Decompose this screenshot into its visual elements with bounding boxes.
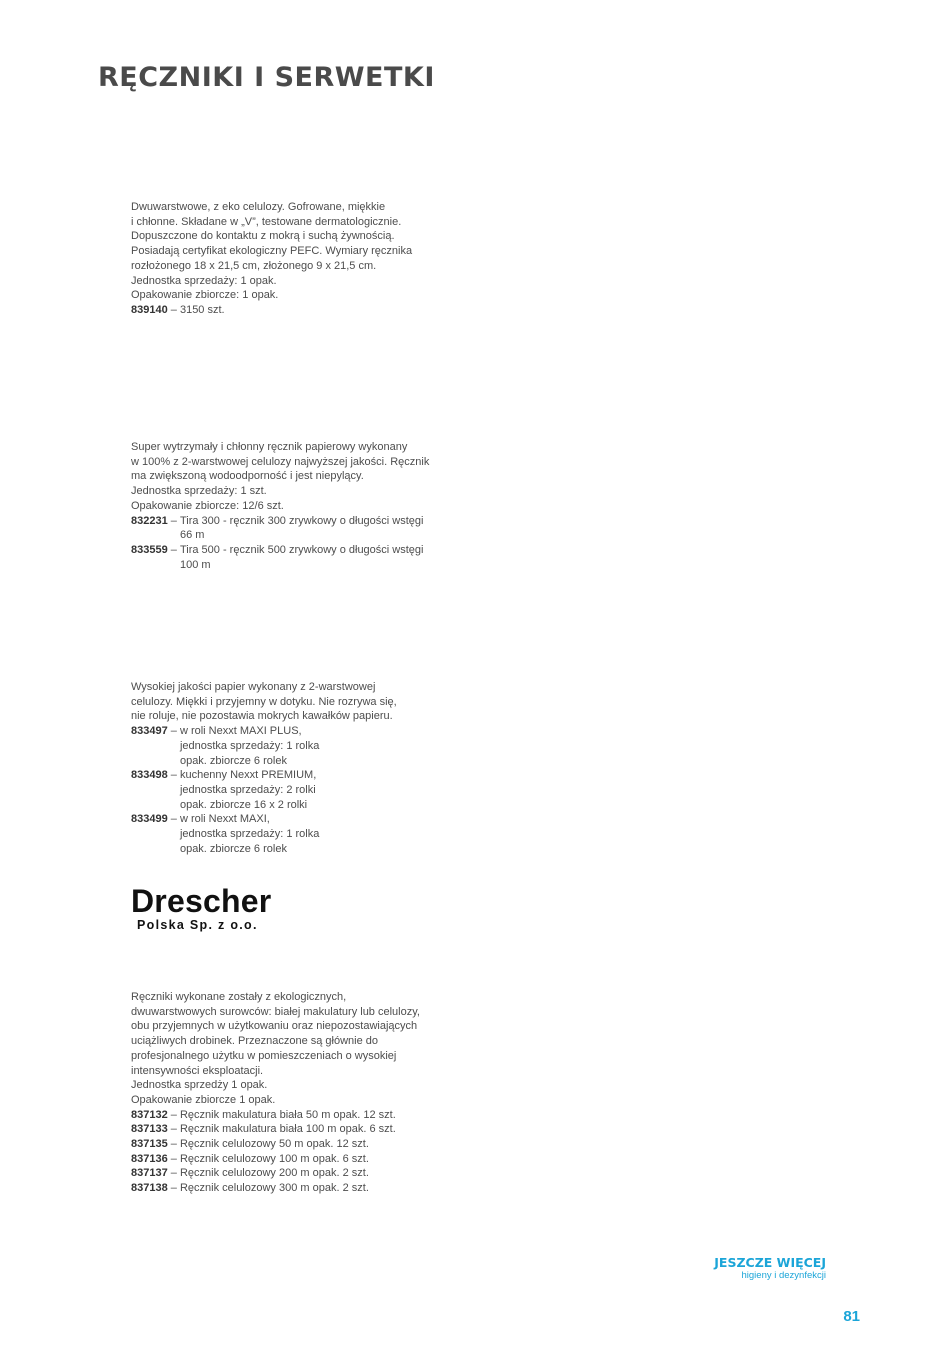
dash-separator: –: [167, 813, 180, 826]
dash-separator: –: [167, 725, 180, 738]
product-code-text: Ręcznik celulozowy 50 m opak. 12 szt.: [179, 1138, 369, 1151]
brand-name: Drescher: [131, 883, 272, 919]
product-code-line: [131, 1137, 451, 1152]
product-code: 837138: [131, 1182, 168, 1195]
product-code: 833497: [131, 725, 168, 738]
description-line: Dopuszczone do kontaktu z mokrą i suchą żywnością.: [131, 230, 395, 243]
description-line: Opakowanie zbiorcze: 12/6 szt.: [131, 499, 284, 512]
product-code-text: Ręcznik celulozowy 300 m opak. 2 szt.: [179, 1182, 369, 1195]
dash-separator: –: [167, 303, 180, 316]
product-code-line: [131, 543, 451, 572]
description-line: w 100% z 2-warstwowej celulozy najwyższej jakości. Ręcznik: [131, 455, 430, 468]
description-line: i chłonne. Składane w „V”, testowane dermatologicznie.: [131, 215, 402, 228]
description-line: Opakowanie zbiorcze 1 opak.: [131, 1093, 276, 1106]
description-line: Jednostka sprzedaży: 1 szt.: [131, 485, 267, 498]
product-code-text: Ręcznik makulatura biała 100 m opak. 6 szt.: [179, 1123, 396, 1136]
product-code: 832231: [131, 514, 168, 527]
dash-separator: –: [167, 1167, 180, 1180]
product-code-text: Tira 500 - ręcznik 500 zrywkowy o długości wstęgi 100 m: [179, 543, 424, 571]
product-code-line: [131, 514, 451, 543]
product-description-block: [131, 440, 451, 572]
description-line: Posiadają certyfikat ekologiczny PEFC. Wymiary ręcznika: [131, 245, 413, 258]
dash-separator: –: [167, 1138, 180, 1151]
description-line: Dwuwarstwowe, z eko celulozy. Gofrowane, miękkie: [131, 201, 386, 213]
dash-separator: –: [167, 1152, 180, 1165]
product-code: 837135: [131, 1138, 168, 1151]
product-code: 833499: [131, 813, 168, 826]
product-description-block: [131, 990, 451, 1196]
product-code-text: Ręcznik makulatura biała 50 m opak. 12 szt.: [179, 1108, 396, 1121]
more-title: JESZCZE WIĘCEJ: [714, 1255, 826, 1270]
description-line: uciążliwych drobinek. Przeznaczone są głównie do: [131, 1035, 379, 1048]
description-line: Opakowanie zbiorcze: 1 opak.: [131, 289, 279, 302]
product-code-line: [131, 303, 451, 318]
product-code: 837137: [131, 1167, 168, 1180]
description-line: obu przyjemnych w użytkowaniu oraz niepozostawiających: [131, 1020, 418, 1033]
page-number: 81: [843, 1308, 860, 1325]
description-line: celulozy. Miękki i przyjemny w dotyku. Nie rozrywa się,: [131, 695, 397, 708]
product-code-text: w roli Nexxt MAXI, jednostka sprzedaży: 1 rolka opak. zbiorcze 6 rolek: [179, 813, 320, 855]
product-code-line: [131, 724, 451, 768]
description-line: Ręczniki wykonane zostały z ekologicznych,: [131, 991, 347, 1003]
dash-separator: –: [167, 514, 180, 527]
product-code-line: [131, 768, 451, 812]
product-code-text: Tira 300 - ręcznik 300 zrywkowy o długości wstęgi 66 m: [179, 514, 424, 542]
product-code-line: [131, 1152, 451, 1167]
description-line: Wysokiej jakości papier wykonany z 2-warstwowej: [131, 681, 376, 693]
product-code-text: kuchenny Nexxt PREMIUM, jednostka sprzedaży: 2 rolki opak. zbiorcze 16 x 2 rolki: [179, 769, 317, 811]
dash-separator: –: [167, 1108, 180, 1121]
dash-separator: –: [167, 1123, 180, 1136]
description-line: ma zwiększoną wodoodporność i jest niepylący.: [131, 470, 364, 483]
product-code-line: [131, 1122, 451, 1137]
description-line: dwuwarstwowych surowców: białej makulatury lub celulozy,: [131, 1005, 420, 1018]
description-line: rozłożonego 18 x 21,5 cm, złożonego 9 x 21,5 cm.: [131, 259, 377, 272]
dash-separator: –: [167, 1182, 180, 1195]
product-code-line: [131, 1108, 451, 1123]
product-code: 837136: [131, 1152, 168, 1165]
product-code-line: [131, 1166, 451, 1181]
brand-logo: [131, 884, 271, 933]
description-line: nie roluje, nie pozostawia mokrych kawałków papieru.: [131, 710, 393, 723]
product-code: 837133: [131, 1123, 168, 1136]
product-code: 833498: [131, 769, 168, 782]
dash-separator: –: [167, 769, 180, 782]
product-description-block: [131, 680, 451, 856]
product-code-line: [131, 1181, 451, 1196]
brand-subtitle: Polska Sp. z o.o.: [137, 918, 258, 932]
product-code-text: Ręcznik celulozowy 100 m opak. 6 szt.: [179, 1152, 369, 1165]
product-code: 837132: [131, 1108, 168, 1121]
page-title: RĘCZNIKI I SERWETKI: [98, 62, 435, 93]
product-code: 839140: [131, 303, 168, 316]
description-line: Jednostka sprzedży 1 opak.: [131, 1079, 268, 1092]
description-line: Super wytrzymały i chłonny ręcznik papierowy wykonany: [131, 441, 408, 453]
product-description-block: [131, 200, 451, 318]
product-code-line: [131, 812, 451, 856]
product-code-text: Ręcznik celulozowy 200 m opak. 2 szt.: [179, 1167, 369, 1180]
more-subtitle: higieny i dezynfekcji: [741, 1270, 826, 1281]
dash-separator: –: [167, 543, 180, 556]
more-info-block: [714, 1255, 826, 1282]
product-code-text: 3150 szt.: [179, 303, 225, 316]
description-line: Jednostka sprzedaży: 1 opak.: [131, 274, 277, 287]
description-line: intensywności eksploatacji.: [131, 1064, 264, 1077]
description-line: profesjonalnego użytku w pomieszczeniach o wysokiej: [131, 1049, 397, 1062]
product-code-text: w roli Nexxt MAXI PLUS, jednostka sprzedaży: 1 rolka opak. zbiorcze 6 rolek: [179, 725, 320, 767]
product-code: 833559: [131, 543, 168, 556]
